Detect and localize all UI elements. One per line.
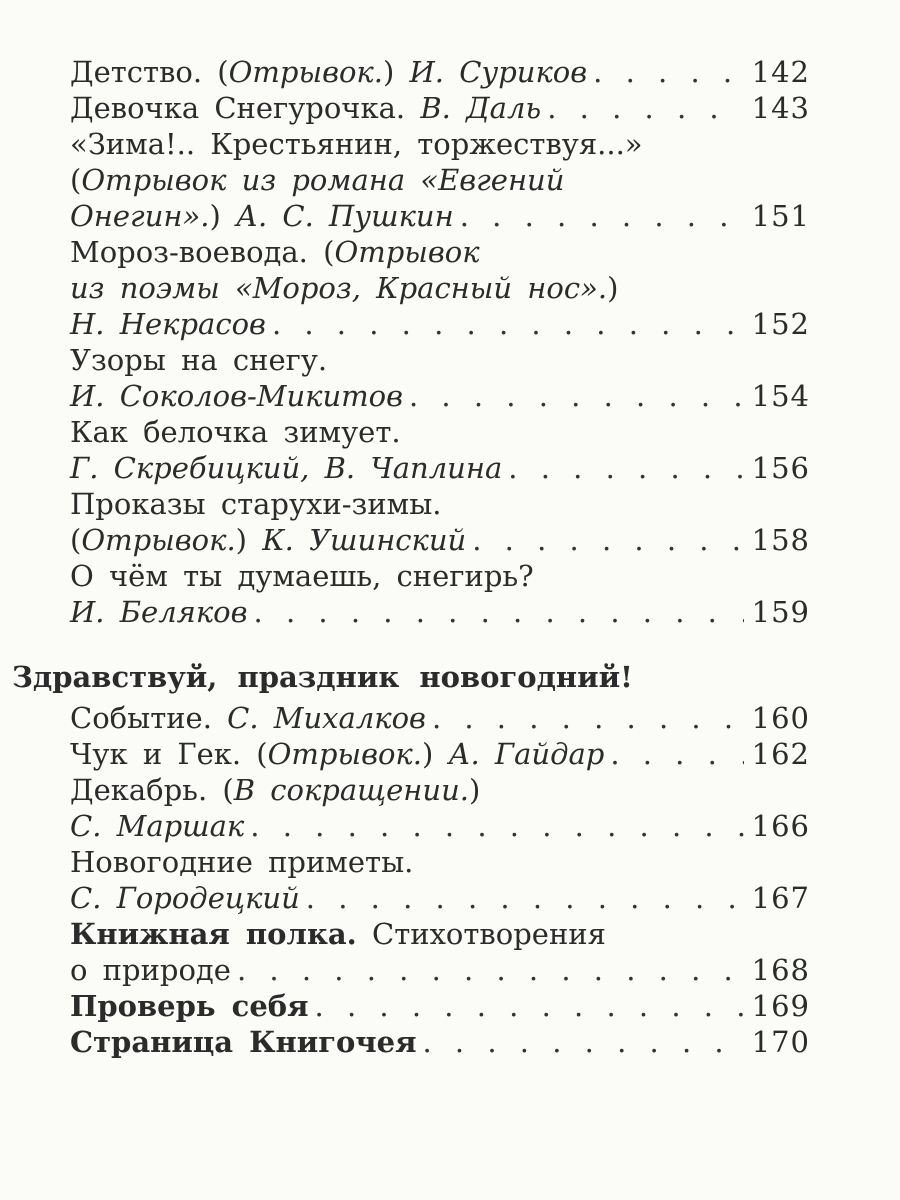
dot-leader [237, 952, 744, 988]
entry-text [70, 90, 541, 126]
page-number: 156 [751, 451, 810, 485]
page-number: 169 [751, 989, 810, 1023]
toc-entry-line [0, 126, 810, 162]
entry-title-text: ) [209, 199, 236, 233]
entry-text [70, 342, 327, 378]
dot-leader [593, 54, 744, 90]
page-number: 158 [751, 523, 810, 557]
entry-author-italic: А. Гайдар [448, 737, 605, 771]
entry-title-text: Новогодние приметы. [70, 845, 414, 879]
toc-entry-line [0, 522, 810, 558]
entry-author-italic: К. Ушинский [262, 523, 467, 557]
entry-text [70, 414, 401, 450]
page-number: 143 [751, 91, 810, 125]
entry-text [70, 486, 442, 522]
entry-title-text: Как белочка зимует. [70, 415, 401, 449]
entry-author-italic: Отрывок. [228, 55, 383, 89]
entry-text [70, 378, 403, 414]
entry-text [70, 198, 454, 234]
entry-text [70, 450, 502, 486]
entry-title-text: ) [235, 523, 263, 557]
page-number: 159 [751, 595, 810, 629]
page-number: 152 [751, 307, 810, 341]
toc-entry-line [0, 736, 810, 772]
entry-title-text: «Зима!.. Крестьянин, торжествуя...» [70, 127, 643, 161]
toc-entry-line [0, 306, 810, 342]
entry-text [70, 234, 480, 270]
entry-title-text: ) [469, 773, 481, 807]
entry-title-text: о природе [70, 953, 231, 987]
entry-title-text: Детство. ( [70, 55, 229, 89]
entry-text [70, 772, 480, 808]
entry-author-italic: В. Даль [420, 91, 542, 125]
toc-entry-line [0, 594, 810, 630]
dot-leader [432, 700, 744, 736]
toc-entry-line [0, 450, 810, 486]
entry-author-italic: Г. Скребицкий, В. Чаплина [70, 451, 503, 485]
entry-title-text: Проказы старухи-зимы. [70, 487, 442, 521]
entry-text [70, 270, 618, 306]
toc-entry-line [0, 844, 810, 880]
entry-text [70, 594, 248, 630]
entry-title-text: Мороз-воевода. ( [70, 235, 335, 269]
toc-entry-line [0, 916, 810, 952]
dot-leader [272, 306, 744, 342]
toc-entry-line [0, 54, 810, 90]
entry-text [70, 808, 244, 844]
dot-leader [254, 594, 744, 630]
entry-title-text: ) [421, 737, 449, 771]
dot-leader [472, 522, 744, 558]
entry-title-text: ( [70, 163, 82, 197]
dot-leader [460, 198, 744, 234]
dot-leader [610, 736, 744, 772]
toc-entry-line [0, 342, 810, 378]
entry-author-italic: Отрывок. [81, 523, 236, 557]
toc-entry-line [0, 988, 810, 1024]
entry-text [70, 522, 466, 558]
entry-title-text: ( [70, 523, 82, 557]
entry-text [70, 952, 231, 988]
entry-text [70, 54, 587, 90]
entry-text [70, 988, 309, 1024]
page-number: 166 [751, 809, 810, 843]
page-number: 170 [751, 1025, 810, 1059]
entry-text [70, 736, 604, 772]
entry-text [70, 916, 606, 952]
entry-author-italic: С. Городецкий [70, 881, 300, 915]
entry-author-italic: Н. Некрасов [70, 307, 266, 341]
entry-author-italic: Отрывок из романа «Евгений [81, 163, 565, 197]
entry-title-text: О чём ты думаешь, снегирь? [70, 559, 534, 593]
entry-author-italic: С. Михалков [227, 701, 426, 735]
entry-bold-text: Книжная полка. [70, 917, 357, 951]
toc-entry-line [0, 378, 810, 414]
dot-leader [508, 450, 744, 486]
toc-entry-line [0, 414, 810, 450]
page-number: 154 [751, 379, 810, 413]
toc-entry-line [0, 772, 810, 808]
toc-entry-line [0, 486, 810, 522]
entry-author-italic: И. Соколов-Микитов [70, 379, 403, 413]
section-heading: Здравствуй, праздник новогодний! [12, 660, 633, 694]
page-number: 151 [751, 199, 810, 233]
entry-author-italic: Отрывок [334, 235, 480, 269]
toc-entry-line [0, 880, 810, 916]
entry-title-text: Девочка Снегурочка. [70, 91, 421, 125]
toc-entry-line [0, 90, 810, 126]
entry-text [70, 558, 534, 594]
page-number: 167 [751, 881, 810, 915]
page-number: 162 [751, 737, 810, 771]
toc-entry-line [0, 558, 810, 594]
entry-bold-text: Страница Книгочея [70, 1025, 417, 1059]
table-of-contents [0, 54, 900, 1060]
entry-author-italic: Отрывок. [267, 737, 422, 771]
entry-text [70, 700, 426, 736]
toc-entry-line [0, 700, 810, 736]
entry-author-italic: И. Беляков [70, 595, 248, 629]
entry-author-italic: В сокращении. [233, 773, 469, 807]
entry-title-text: ) [607, 271, 619, 305]
toc-entry-line [0, 1024, 810, 1060]
dot-leader [547, 90, 744, 126]
toc-entry-line [0, 234, 810, 270]
page-number: 168 [751, 953, 810, 987]
toc-entry-line [0, 198, 810, 234]
toc-entry-line [0, 808, 810, 844]
page-number: 142 [751, 55, 810, 89]
entry-author-italic: Онегин». [70, 199, 210, 233]
entry-text [70, 126, 643, 162]
toc-entry-line [0, 270, 810, 306]
entry-title-text: ) [382, 55, 410, 89]
dot-leader [315, 988, 744, 1024]
entry-title-text: Декабрь. ( [70, 773, 234, 807]
entry-author-italic: И. Суриков [409, 55, 588, 89]
toc-entry-line [0, 162, 810, 198]
toc-entry-line [0, 952, 810, 988]
entry-title-text: Чук и Гек. ( [70, 737, 268, 771]
entry-author-italic: А. С. Пушкин [235, 199, 454, 233]
entry-text [70, 880, 300, 916]
dot-leader [250, 808, 744, 844]
entry-text [70, 162, 564, 198]
dot-leader [423, 1024, 745, 1060]
entry-bold-text: Проверь себя [70, 989, 309, 1023]
dot-leader [306, 880, 744, 916]
entry-title-text: Узоры на снегу. [70, 343, 328, 377]
dot-leader [409, 378, 744, 414]
entry-text [70, 1024, 417, 1060]
entry-text [70, 306, 266, 342]
entry-author-italic: из поэмы «Мороз, Красный нос». [70, 271, 608, 305]
entry-text [70, 844, 413, 880]
entry-author-italic: С. Маршак [70, 809, 245, 843]
entry-title-text: Стихотворения [356, 917, 606, 951]
entry-title-text: Событие. [70, 701, 228, 735]
page-number: 160 [751, 701, 810, 735]
